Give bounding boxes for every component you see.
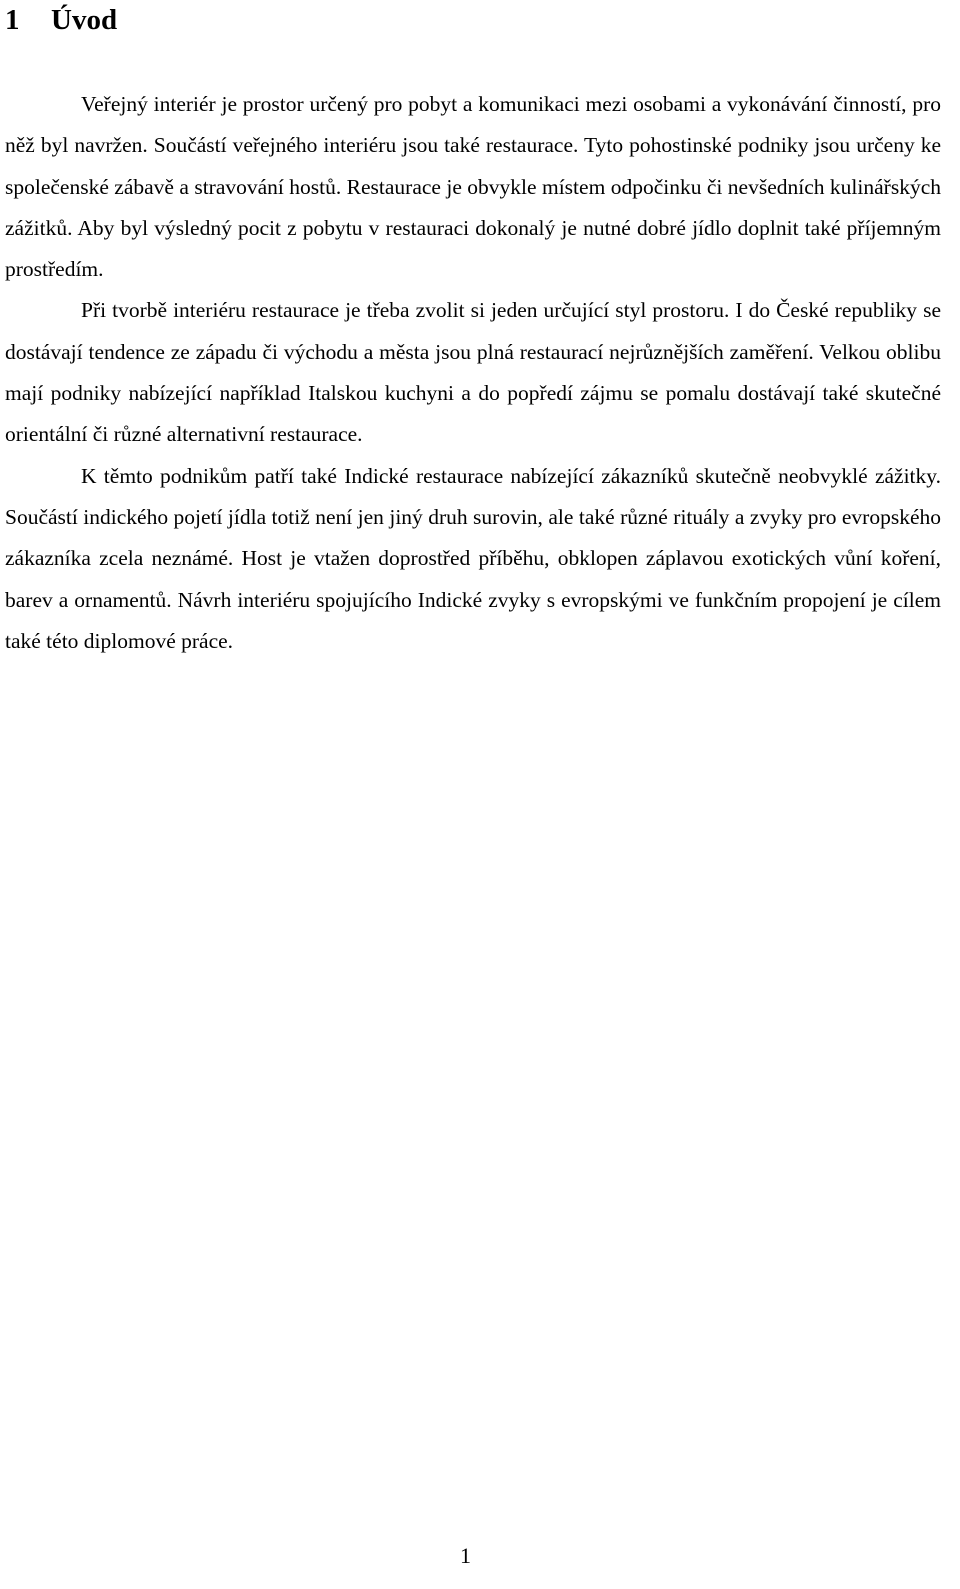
section-heading [5, 2, 117, 38]
paragraph-3: K těmto podnikům patří také Indické restaurace nabízející zákazníků skutečně neobvyklé zážitky. Součástí indického pojetí jídla totiž není jen jiný druh surovin, ale také různé rituály a zvyky pro evropského zákazníka zcela neznámé. Host je vtažen doprostřed příběhu, obklopen záplavou exotických vůní koření, barev a ornamentů. Návrh interiéru spojujícího Indické zvyky s evropskými ve funkčním propojení je cílem také této diplomové práce. [5, 463, 941, 653]
paragraph-1: Veřejný interiér je prostor určený pro pobyt a komunikaci mezi osobami a vykonávání činností, pro něž byl navržen. Součástí veřejného interiéru jsou také restaurace. Tyto pohostinské podniky jsou určeny ke společenské zábavě a stravování hostů. Restaurace je obvykle místem odpočinku či nevšedních kulinářských zážitků. Aby byl výsledný pocit z pobytu v restauraci dokonalý je nutné dobré jídlo doplnit také příjemným prostředím. [5, 92, 941, 282]
body-text [5, 84, 941, 662]
section-title: Úvod [51, 4, 118, 36]
paragraph-2: Při tvorbě interiéru restaurace je třeba zvolit si jeden určující styl prostoru. I do České republiky se dostávají tendence ze západu či východu a města jsou plná restaurací nejrůznějších zaměření. Velkou oblibu mají podniky nabízející například Italskou kuchyni a do popředí zájmu se pomalu dostávají také skutečné orientální či různé alternativní restaurace. [5, 298, 941, 447]
section-number: 1 [5, 4, 20, 36]
page-number: 1 [460, 1543, 471, 1568]
